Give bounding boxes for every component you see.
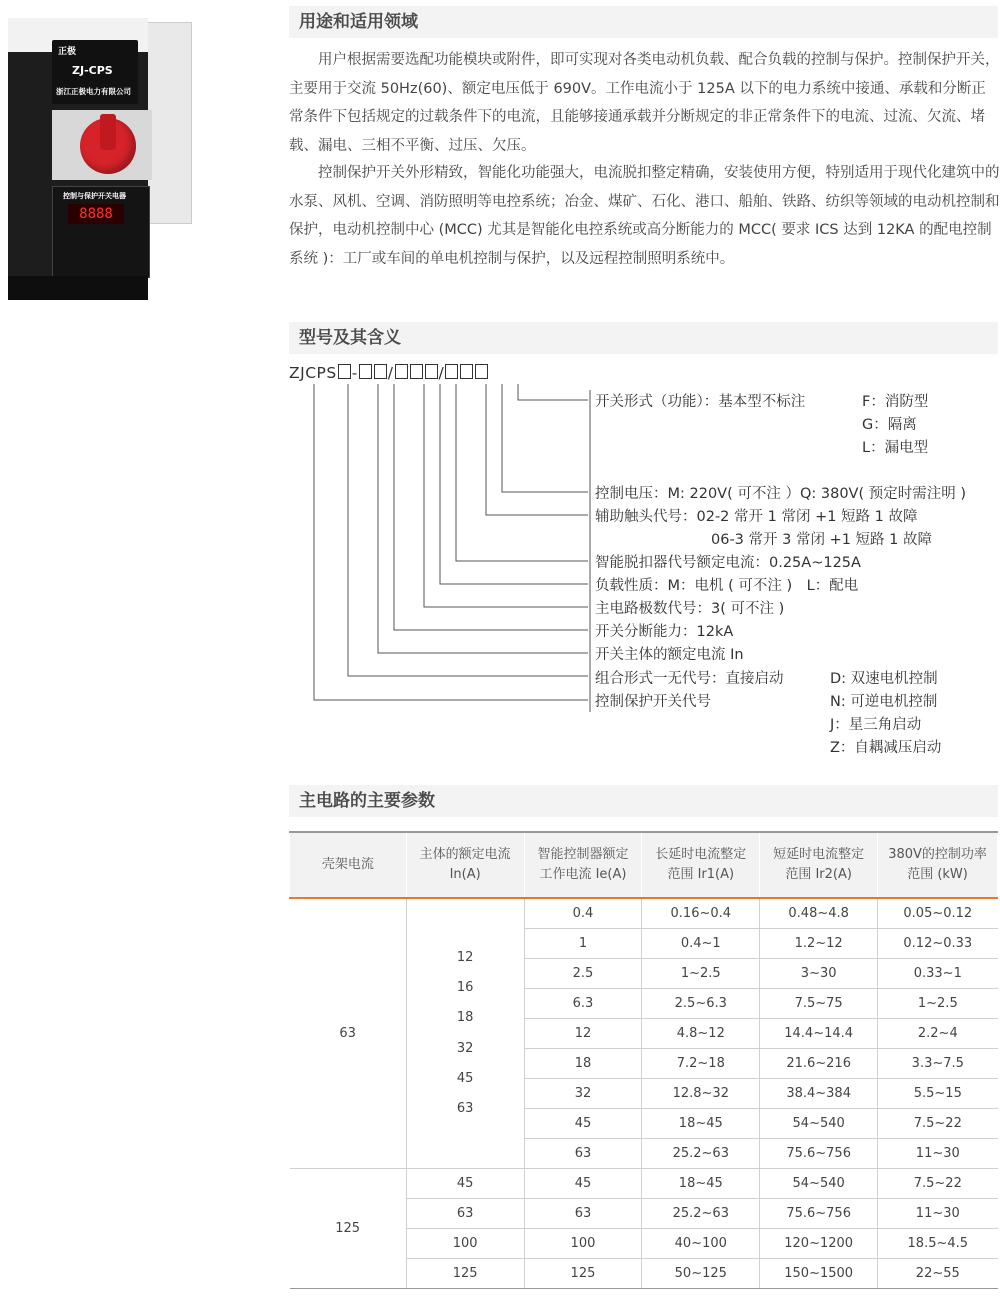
label-aux-contact-1: 辅助触头代号：02-2 常开 1 常闭 +1 短路 1 故障: [595, 509, 918, 525]
label-opt-f: F：消防型: [862, 394, 929, 410]
table-cell: 0.05~0.12: [878, 898, 998, 929]
label-breaking: 开关分断能力：12kA: [595, 624, 734, 640]
table-cell: 1~2.5: [642, 959, 760, 989]
label-combo-n: N: 可逆电机控制: [830, 694, 938, 710]
main-circuit-params-table: [289, 831, 998, 1289]
table-cell: 11~30: [878, 1139, 998, 1169]
header-rated-current: 主体的额定电流 In(A): [406, 832, 524, 898]
header-controller-current: 智能控制器额定 工作电流 Ie(A): [524, 832, 642, 898]
product-image: [8, 18, 158, 300]
table-cell: 120~1200: [760, 1229, 878, 1259]
table-row: [290, 1169, 998, 1199]
usage-paragraph-2: 控制保护开关外形精致，智能化功能强大，电流脱扣整定精确，安装使用方便，特别适用于现代化建筑中的水泵、风机、空调、消防照明等电控系统；冶金、煤矿、石化、港口、船舶、铁路、纺织等领域的电动机控制和保护，电动机控制中心 (MCC) 尤其是智能化电控系统或高分断能力的 MCC( 要求 ICS 达到 12KA 的配电控制系统 )：工厂或车间的单电机控制与保护，以及远程控制照明系统中。: [289, 165, 1000, 267]
table-cell: 25.2~63: [642, 1199, 760, 1229]
frame-current-cell: 63: [290, 898, 407, 1169]
table-cell: 7.5~22: [878, 1169, 998, 1199]
frame-current-cell: 125: [290, 1169, 407, 1289]
table-row: [290, 898, 998, 929]
table-cell: 0.48~4.8: [760, 898, 878, 929]
label-switch-form: 开关形式（功能）：基本型不标注: [595, 394, 806, 410]
table-cell: 45: [524, 1169, 642, 1199]
device-bottom-terminals: [8, 276, 148, 300]
table-cell: 18: [524, 1049, 642, 1079]
label-trip-rating: 智能脱扣器代号额定电流：0.25A~125A: [595, 555, 861, 571]
section-header-params: [289, 785, 998, 817]
table-cell: 75.6~756: [760, 1199, 878, 1229]
table-cell: 7.5~75: [760, 989, 878, 1019]
table-cell: 11~30: [878, 1199, 998, 1229]
table-cell: 2.5~6.3: [642, 989, 760, 1019]
rated-current-value: 18: [456, 1010, 474, 1026]
header-short-delay: 短延时电流整定 范围 Ir2(A): [760, 832, 878, 898]
rated-current-value: 63: [456, 1100, 474, 1116]
rated-current-value: 45: [406, 1169, 524, 1199]
label-switch-code: 控制保护开关代号: [595, 694, 711, 710]
table-cell: 1: [524, 929, 642, 959]
code-separator: /: [387, 364, 394, 382]
table-cell: 0.4~1: [642, 929, 760, 959]
rated-current-cell: [406, 898, 524, 1169]
table-cell: 50~125: [642, 1259, 760, 1289]
section-title: 用途和适用领域: [299, 12, 418, 32]
rated-current-value: 45: [456, 1070, 474, 1086]
device-model-label: ZJ-CPS: [72, 64, 113, 77]
label-poles: 主电路极数代号：3( 可不注 ): [595, 601, 785, 617]
connector-switch-form: [518, 384, 588, 400]
table-cell: 7.2~18: [642, 1049, 760, 1079]
rated-current-value: 32: [456, 1040, 474, 1056]
table-cell: 18~45: [642, 1109, 760, 1139]
table-cell: 21.6~216: [760, 1049, 878, 1079]
rated-current-value: 63: [406, 1199, 524, 1229]
table-cell: 2.5: [524, 959, 642, 989]
label-control-voltage: 控制电压：M: 220V( 可不注 ）Q: 380V( 预定时需注明 ): [595, 486, 967, 502]
table-cell: 0.12~0.33: [878, 929, 998, 959]
table-cell: 63: [524, 1199, 642, 1229]
connector-aux-contact: [486, 384, 588, 515]
table-cell: 125: [524, 1259, 642, 1289]
section-header-model: [289, 322, 998, 354]
table-cell: 75.6~756: [760, 1139, 878, 1169]
table-cell: 6.3: [524, 989, 642, 1019]
table-cell: 5.5~15: [878, 1079, 998, 1109]
header-long-delay: 长延时电流整定 范围 Ir1(A): [642, 832, 760, 898]
rated-current-value: 16: [456, 980, 474, 996]
table-cell: 18~45: [642, 1169, 760, 1199]
table-cell: 3.3~7.5: [878, 1049, 998, 1079]
connector-load-type: [440, 384, 588, 584]
label-combo-d: D: 双速电机控制: [830, 671, 938, 687]
rotary-knob-handle: [100, 114, 116, 150]
table-cell: 32: [524, 1079, 642, 1109]
table-cell: 4.8~12: [642, 1019, 760, 1049]
rated-current-value: 12: [456, 949, 474, 965]
header-power-range: 380V的控制功率 范围 (kW): [878, 832, 998, 898]
connector-poles: [424, 384, 588, 607]
connector-trip-rating: [456, 384, 588, 561]
table-cell: 63: [524, 1139, 642, 1169]
section-header-usage: [289, 6, 998, 38]
brand-plate: [52, 40, 138, 104]
rated-current-value: 125: [406, 1259, 524, 1289]
table-cell: 7.5~22: [878, 1109, 998, 1139]
table-cell: 54~540: [760, 1169, 878, 1199]
label-combination: 组合形式一无代号：直接启动: [595, 671, 784, 687]
table-cell: 22~55: [878, 1259, 998, 1289]
label-opt-g: G：隔离: [862, 417, 917, 433]
table-cell: 12: [524, 1019, 642, 1049]
device-company-label: 浙江正极电力有限公司: [56, 87, 131, 96]
panel-title: 控制与保护开关电器: [63, 192, 126, 200]
table-cell: 54~540: [760, 1109, 878, 1139]
table-cell: 0.4: [524, 898, 642, 929]
brand-logo: 正极: [58, 47, 77, 57]
table-cell: 14.4~14.4: [760, 1019, 878, 1049]
table-cell: 1~2.5: [878, 989, 998, 1019]
header-frame-current: 壳架电流: [290, 832, 407, 898]
table-cell: 25.2~63: [642, 1139, 760, 1169]
label-rated-current: 开关主体的额定电流 In: [595, 647, 744, 663]
section-title: 型号及其含义: [299, 328, 401, 348]
section-title: 主电路的主要参数: [299, 791, 435, 811]
table-cell: 45: [524, 1109, 642, 1139]
code-separator: /: [438, 364, 445, 382]
label-combo-j: J：星三角启动: [830, 717, 922, 733]
table-cell: 3~30: [760, 959, 878, 989]
label-aux-contact-2: 06-3 常开 3 常闭 +1 短路 1 故障: [711, 532, 932, 548]
table-cell: 12.8~32: [642, 1079, 760, 1109]
table-cell: 2.2~4: [878, 1019, 998, 1049]
table-cell: 150~1500: [760, 1259, 878, 1289]
table-cell: 40~100: [642, 1229, 760, 1259]
model-code-diagram: [0, 360, 1000, 760]
label-opt-l: L：漏电型: [862, 440, 929, 456]
code-prefix: ZJCPS: [289, 364, 337, 382]
table-header-row: [290, 832, 998, 898]
table-cell: 0.33~1: [878, 959, 998, 989]
usage-paragraph-1: 用户根据需要选配功能模块或附件，即可实现对各类电动机负载、配合负载的控制与保护。控制保护开关，主要用于交流 50Hz(60)、额定电压低于 690V。工作电流小于 125A 以下的电力系统中接通、承载和分断正常条件下包括规定的过载条件下的电流，且能够接通承载并分断规定的非正常条件下的电流、过流、欠流、堵载、漏电、三相不平衡、过压、欠压。: [289, 52, 1000, 154]
code-separator: -: [351, 364, 358, 382]
connector-combination: [348, 384, 588, 676]
table-cell: 0.16~0.4: [642, 898, 760, 929]
table-cell: 1.2~12: [760, 929, 878, 959]
led-display: 8888: [68, 204, 124, 224]
table-cell: 100: [524, 1229, 642, 1259]
label-combo-z: Z：自耦减压启动: [830, 740, 942, 756]
rated-current-value: 100: [406, 1229, 524, 1259]
control-panel: [52, 186, 150, 278]
connector-rated-current: [378, 384, 588, 653]
table-cell: 18.5~4.5: [878, 1229, 998, 1259]
table-cell: 38.4~384: [760, 1079, 878, 1109]
label-load-type: 负载性质：M：电机 ( 可不注 ) L：配电: [595, 578, 859, 594]
connector-breaking: [394, 384, 588, 630]
